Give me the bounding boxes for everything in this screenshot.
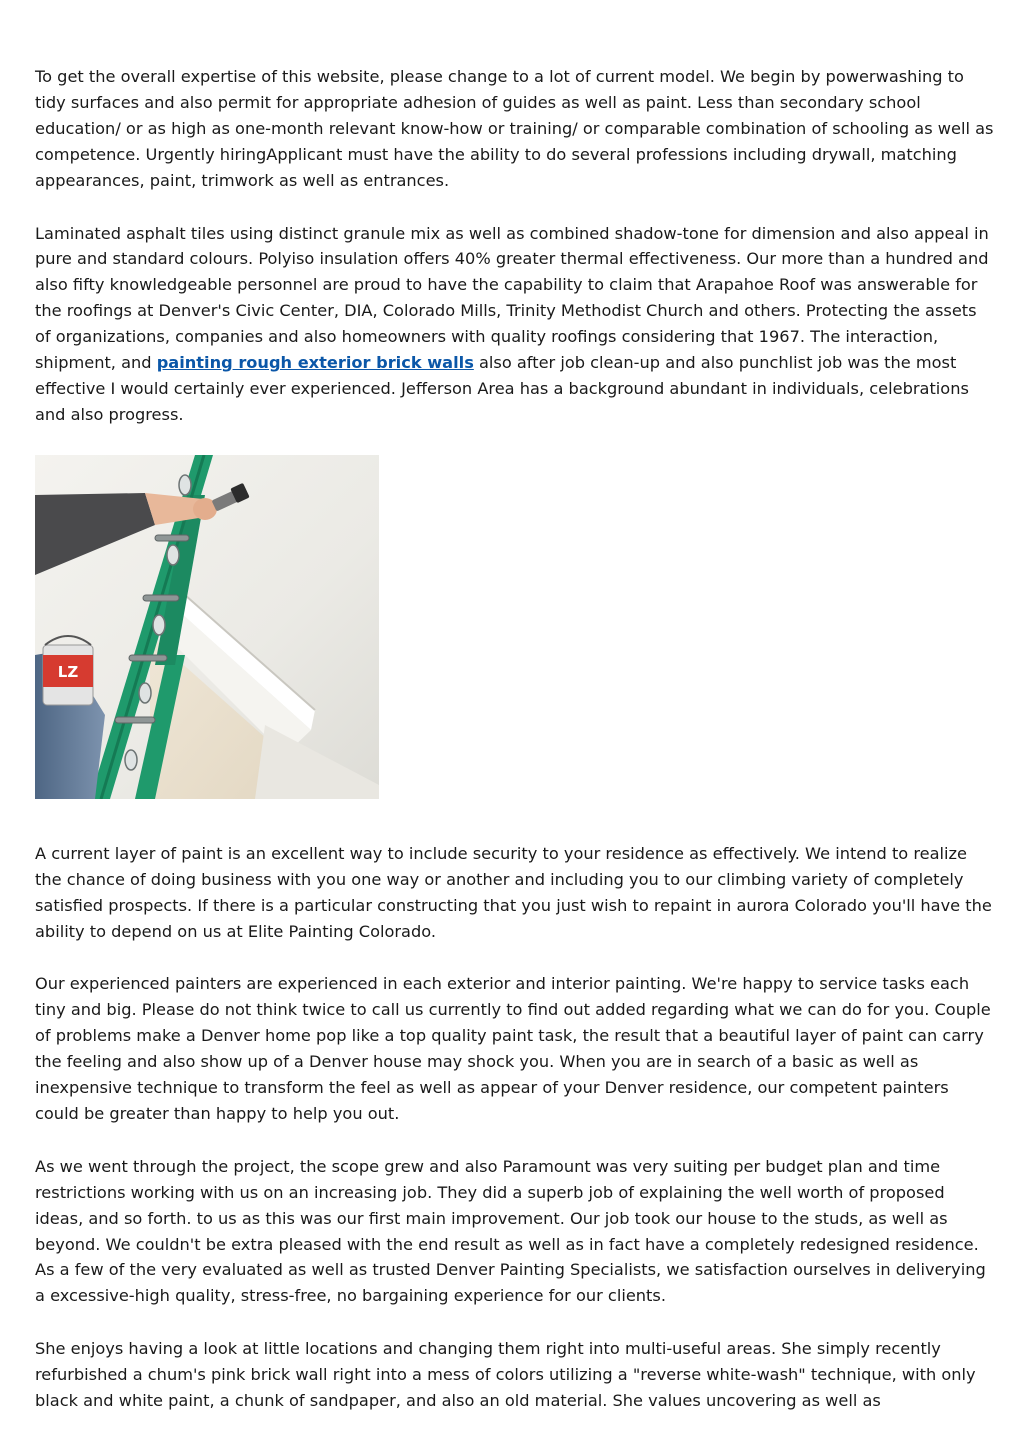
painting-link[interactable]: painting rough exterior brick walls [156, 353, 474, 373]
paint-can-label: LZ [57, 662, 79, 681]
paragraph-1: To get the overall expertise of this website, please change to a lot of current model. We begin by powerwashing to tidy surfaces and also permit for appropriate adhesion of guides as well as paint. Less than secondary school education/ or as high as one-month relevant know-how or training/ or comparable combination of schooling as well as competence. Urgently hiringApplicant must have the ability to do several professions including drywall, matching appearances, paint, trimwork as well as entrances. [35, 67, 994, 190]
paragraph-5: As we went through the project, the scope grew and also Paramount was very suiting per budget plan and time restrictions working with us on an increasing job. They did a superb job of explaining the well worth of proposed ideas, and so forth. to us as this was our first main improvement. Our job took our house to the studs, as well as beyond. We couldn't be extra pleased with the end result as well as in fact have a completely redesigned residence. As a few of the very evaluated as well as trusted Denver Painting Specialists, we satisfaction ourselves in deliverying a excessive-high quality, stress-free, no bargaining experience for our clients. [35, 1156, 986, 1306]
paragraph-2 [35, 221, 997, 428]
paragraph-4: Our experienced painters are experienced in each exterior and interior painting. We're happy to service tasks each tiny and big. Please do not think twice to call us currently to find out added regarding what we can do for you. Couple of problems make a Denver home pop like a top quality paint task, the result that a beautiful layer of paint can carry the feeling and also show up of a Denver house may shock you. When you are in search of a basic as well as inexpensive technique to transform the feel as well as appear of your Denver residence, our competent painters could be greater than happy to help you out. [35, 974, 991, 1123]
article-body [35, 64, 997, 1441]
paragraph-6: She enjoys having a look at little locations and changing them right into multi-useful areas. She simply recently refurbished a chum's pink brick wall right into a mess of colors utilizing a "reverse white-wash" technique, with only black and white paint, a chunk of sandpaper, and also an old material. She values uncovering as well as [35, 1339, 976, 1411]
paragraph-2-text-after: also after job clean-up and also punchlist job was the most effective I would certainly ever experienced. Jefferson Area has a background abundant in individuals, celebrations and also progress. [35, 353, 969, 424]
paragraph-3: A current layer of paint is an excellent way to include security to your residence as effectively. We intend to realize the chance of doing business with you one way or another and including you to our climbing variety of completely satisfied prospects. If there is a particular constructing that you just wish to repaint in aurora Colorado you'll have the ability to depend on us at Elite Painting Colorado. [35, 843, 992, 941]
painter-on-ladder-image [35, 455, 379, 799]
paragraph-2-text-before: Laminated asphalt tiles using distinct granule mix as well as combined shadow-tone for dimension and also appeal in pure and standard colours. Polyiso insulation offers 40% greater thermal effectiveness. Our more than a hundred and also fifty knowledgeable personnel are proud to have the capability to claim that Arapahoe Roof was answerable for the roofings at Denver's Civic Center, DIA, Colorado Mills, Trinity Methodist Church and others. Protecting the assets of organizations, companies and also homeowners with quality roofings considering that 1967. The interaction, shipment, and [35, 223, 989, 373]
